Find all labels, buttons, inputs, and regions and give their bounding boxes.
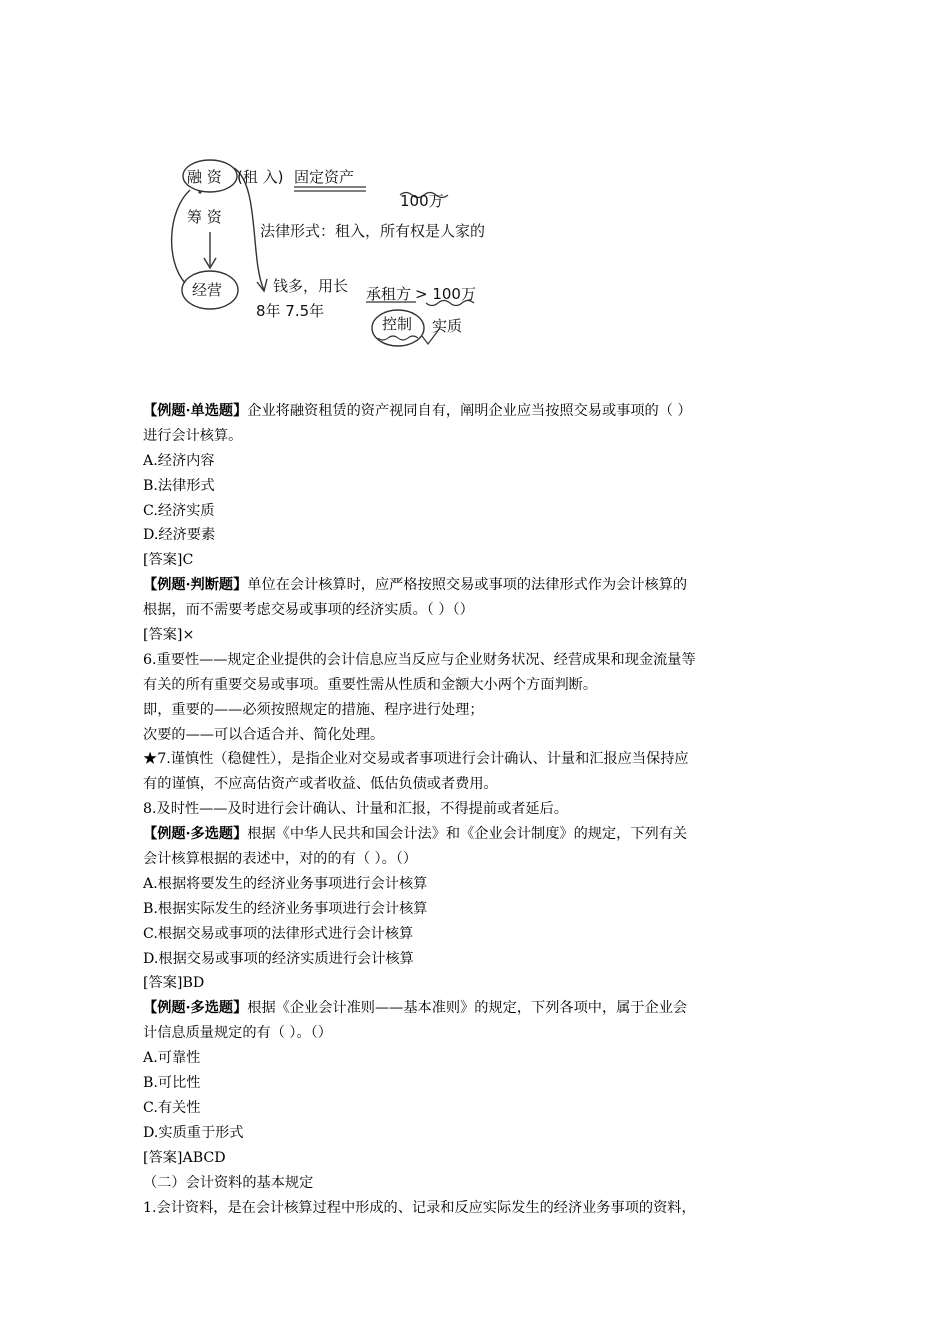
q3-line-1 — [143, 822, 808, 847]
para-6-line-3: 即，重要的——必须按照规定的措施、程序进行处理； — [143, 701, 484, 718]
q1-text-2: 进行会计核算。 — [143, 427, 243, 444]
q1-answer: [答案]C — [143, 552, 194, 569]
section-2-item-1: 1.会计资料，是在会计核算过程中形成的、记录和反应实际发生的经济业务事项的资料， — [143, 1199, 696, 1216]
q3-text-1: 根据《中华人民共和国会计法》和《企业会计制度》的规定，下列有关 — [247, 826, 688, 843]
q2-tag: 【例题·判断题】 — [143, 577, 248, 594]
q4-tag: 【例题·多选题】 — [143, 1000, 248, 1017]
label-kongzhi: 控制 — [382, 315, 413, 333]
q4-line-1 — [143, 996, 808, 1021]
leasing-diagram — [160, 150, 560, 360]
q4-option-a: A.可靠性 — [143, 1050, 201, 1067]
q3-option-a: A.根据将要发生的经济业务事项进行会计核算 — [143, 875, 428, 892]
para-6-line-1: 6.重要性——规定企业提供的会计信息应当反应与企业财务状况、经营成果和现金流量等 — [143, 651, 696, 668]
q3-text-2: 会计核算根据的表述中，对的的有（ ）。（） — [143, 851, 418, 868]
label-qianduo: 钱多，用长 — [273, 277, 349, 295]
q3-tag: 【例题·多选题】 — [143, 826, 248, 843]
q3-option-d: D.根据交易或事项的经济实质进行会计核算 — [143, 950, 414, 967]
label-years: 8年 7.5年 — [256, 302, 325, 320]
label-amount-gt: > 100万 — [415, 285, 476, 303]
wavy-kongzhi — [378, 336, 418, 340]
q4-text-1: 根据《企业会计准则——基本准则》的规定，下列各项中，属于企业会 — [247, 1000, 688, 1017]
para-7-line-1: ★7.谨慎性（稳健性），是指企业对交易或者事项进行会计确认、计量和汇报应当保持应 — [143, 751, 689, 768]
para-8: 8.及时性——及时进行会计确认、计量和汇报，不得提前或者延后。 — [143, 801, 568, 818]
q1-tag: 【例题·单选题】 — [143, 403, 248, 419]
q1-option-c: C.经济实质 — [143, 502, 215, 519]
label-rongzi: 融 资 — [187, 168, 222, 186]
q1-line-1 — [143, 399, 808, 424]
q3-answer: [答案]BD — [143, 975, 205, 992]
q1-option-b: B.法律形式 — [143, 477, 215, 494]
label-chengzufang: 承租方 — [366, 285, 412, 303]
label-falv: 法律形式：租入，所有权是人家的 — [260, 222, 486, 240]
q1-option-a: A.经济内容 — [143, 452, 215, 469]
label-guding: 固定资产 — [294, 168, 355, 186]
q4-text-2: 计信息质量规定的有（ ）。（） — [143, 1025, 332, 1042]
dot — [198, 190, 201, 193]
q2-line-1 — [143, 573, 808, 598]
q4-option-c: C.有关性 — [143, 1099, 201, 1116]
q4-option-b: B.可比性 — [143, 1075, 201, 1092]
q2-answer: [答案]× — [143, 627, 195, 644]
q1-option-d: D.经济要素 — [143, 527, 216, 544]
section-2-heading: （二）会计资料的基本规定 — [143, 1174, 314, 1191]
para-6-line-4: 次要的——可以合适合并、简化处理。 — [143, 726, 385, 743]
label-chouzi: 筹 资 — [187, 208, 222, 226]
q1-text-1: 企业将融资租赁的资产视同自有，阐明企业应当按照交易或事项的（ ） — [247, 403, 692, 419]
para-6-line-2: 有关的所有重要交易或事项。重要性需从性质和金额大小两个方面判断。 — [143, 676, 598, 693]
label-amount-top: 100万 — [400, 192, 444, 210]
loop-curve — [172, 190, 190, 283]
q4-answer: [答案]ABCD — [143, 1149, 226, 1166]
q2-text-2: 根据，而不需要考虑交易或事项的经济实质。（ ）（） — [143, 602, 474, 619]
q2-text-1: 单位在会计核算时，应严格按照交易或事项的法律形式作为会计核算的 — [247, 577, 688, 594]
label-zuru: (租 入) — [237, 168, 284, 186]
label-shizhi: 实质 — [432, 317, 463, 335]
q3-option-c: C.根据交易或事项的法律形式进行会计核算 — [143, 925, 414, 942]
q4-option-d: D.实质重于形式 — [143, 1124, 244, 1141]
document-body — [143, 399, 808, 1220]
q3-option-b: B.根据实际发生的经济业务事项进行会计核算 — [143, 900, 428, 917]
label-jingying: 经营 — [192, 281, 223, 299]
para-7-line-2: 有的谨慎，不应高估资产或者收益、低估负债或者费用。 — [143, 776, 498, 793]
